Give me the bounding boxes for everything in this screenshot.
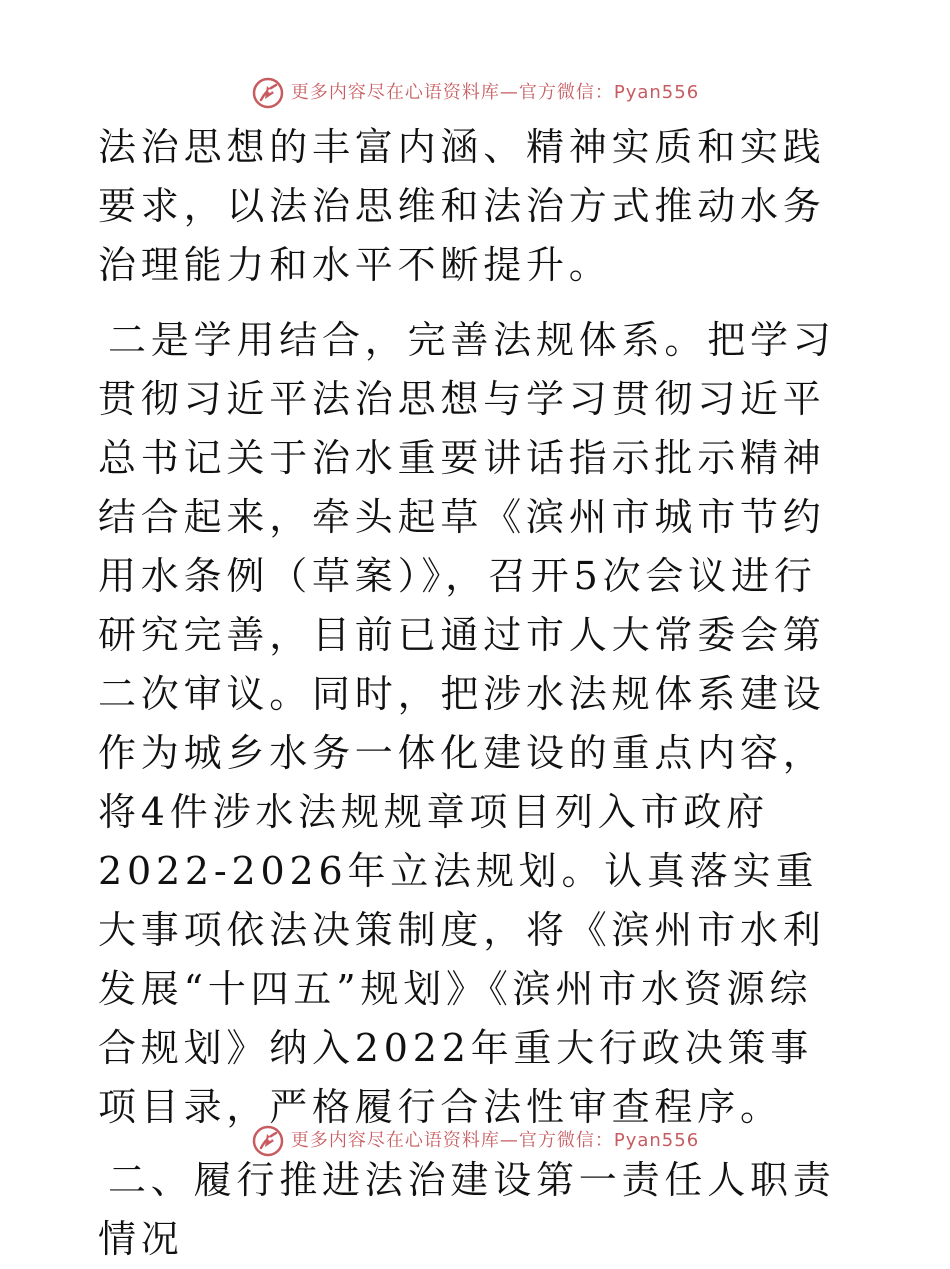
section-heading: 二、履行推进法治建设第一责任人职责情况 — [98, 1158, 836, 1261]
page-footer-watermark — [0, 1124, 950, 1158]
body-paragraph-1: 法治思想的丰富内涵、精神实质和实践要求，以法治思维和法治方式推动水务治理能力和水平不断提升。 — [98, 125, 826, 287]
brand-logo-icon — [251, 1124, 285, 1158]
document-body — [98, 118, 852, 1269]
page-header-watermark — [0, 76, 950, 110]
footer-watermark-text: 更多内容尽在心语资料库—官方微信：Pyan556 — [290, 1130, 700, 1151]
brand-logo-icon — [251, 76, 285, 110]
body-paragraph-2: 二是学用结合，完善法规体系。把学习贯彻习近平法治思想与学习贯彻习近平总书记关于治水重要讲话指示批示精神结合起来，牵头起草《滨州市城市节约用水条例（草案）》，召开5次会议进行研究完善，目前已通过市人大常委会第二次审议。同时，把涉水法规体系建设作为城乡水务一体化建设的重点内容，将4件涉水法规规章项目列入市政府2022-2026年立法规划。认真落实重大事项依法决策制度，将《滨州市水利发展“十四五”规划》《滨州市水资源综合规划》纳入2022年重大行政决策事项目录，严格履行合法性审查程序。 — [98, 318, 836, 1129]
header-watermark-text: 更多内容尽在心语资料库—官方微信：Pyan556 — [290, 82, 700, 103]
